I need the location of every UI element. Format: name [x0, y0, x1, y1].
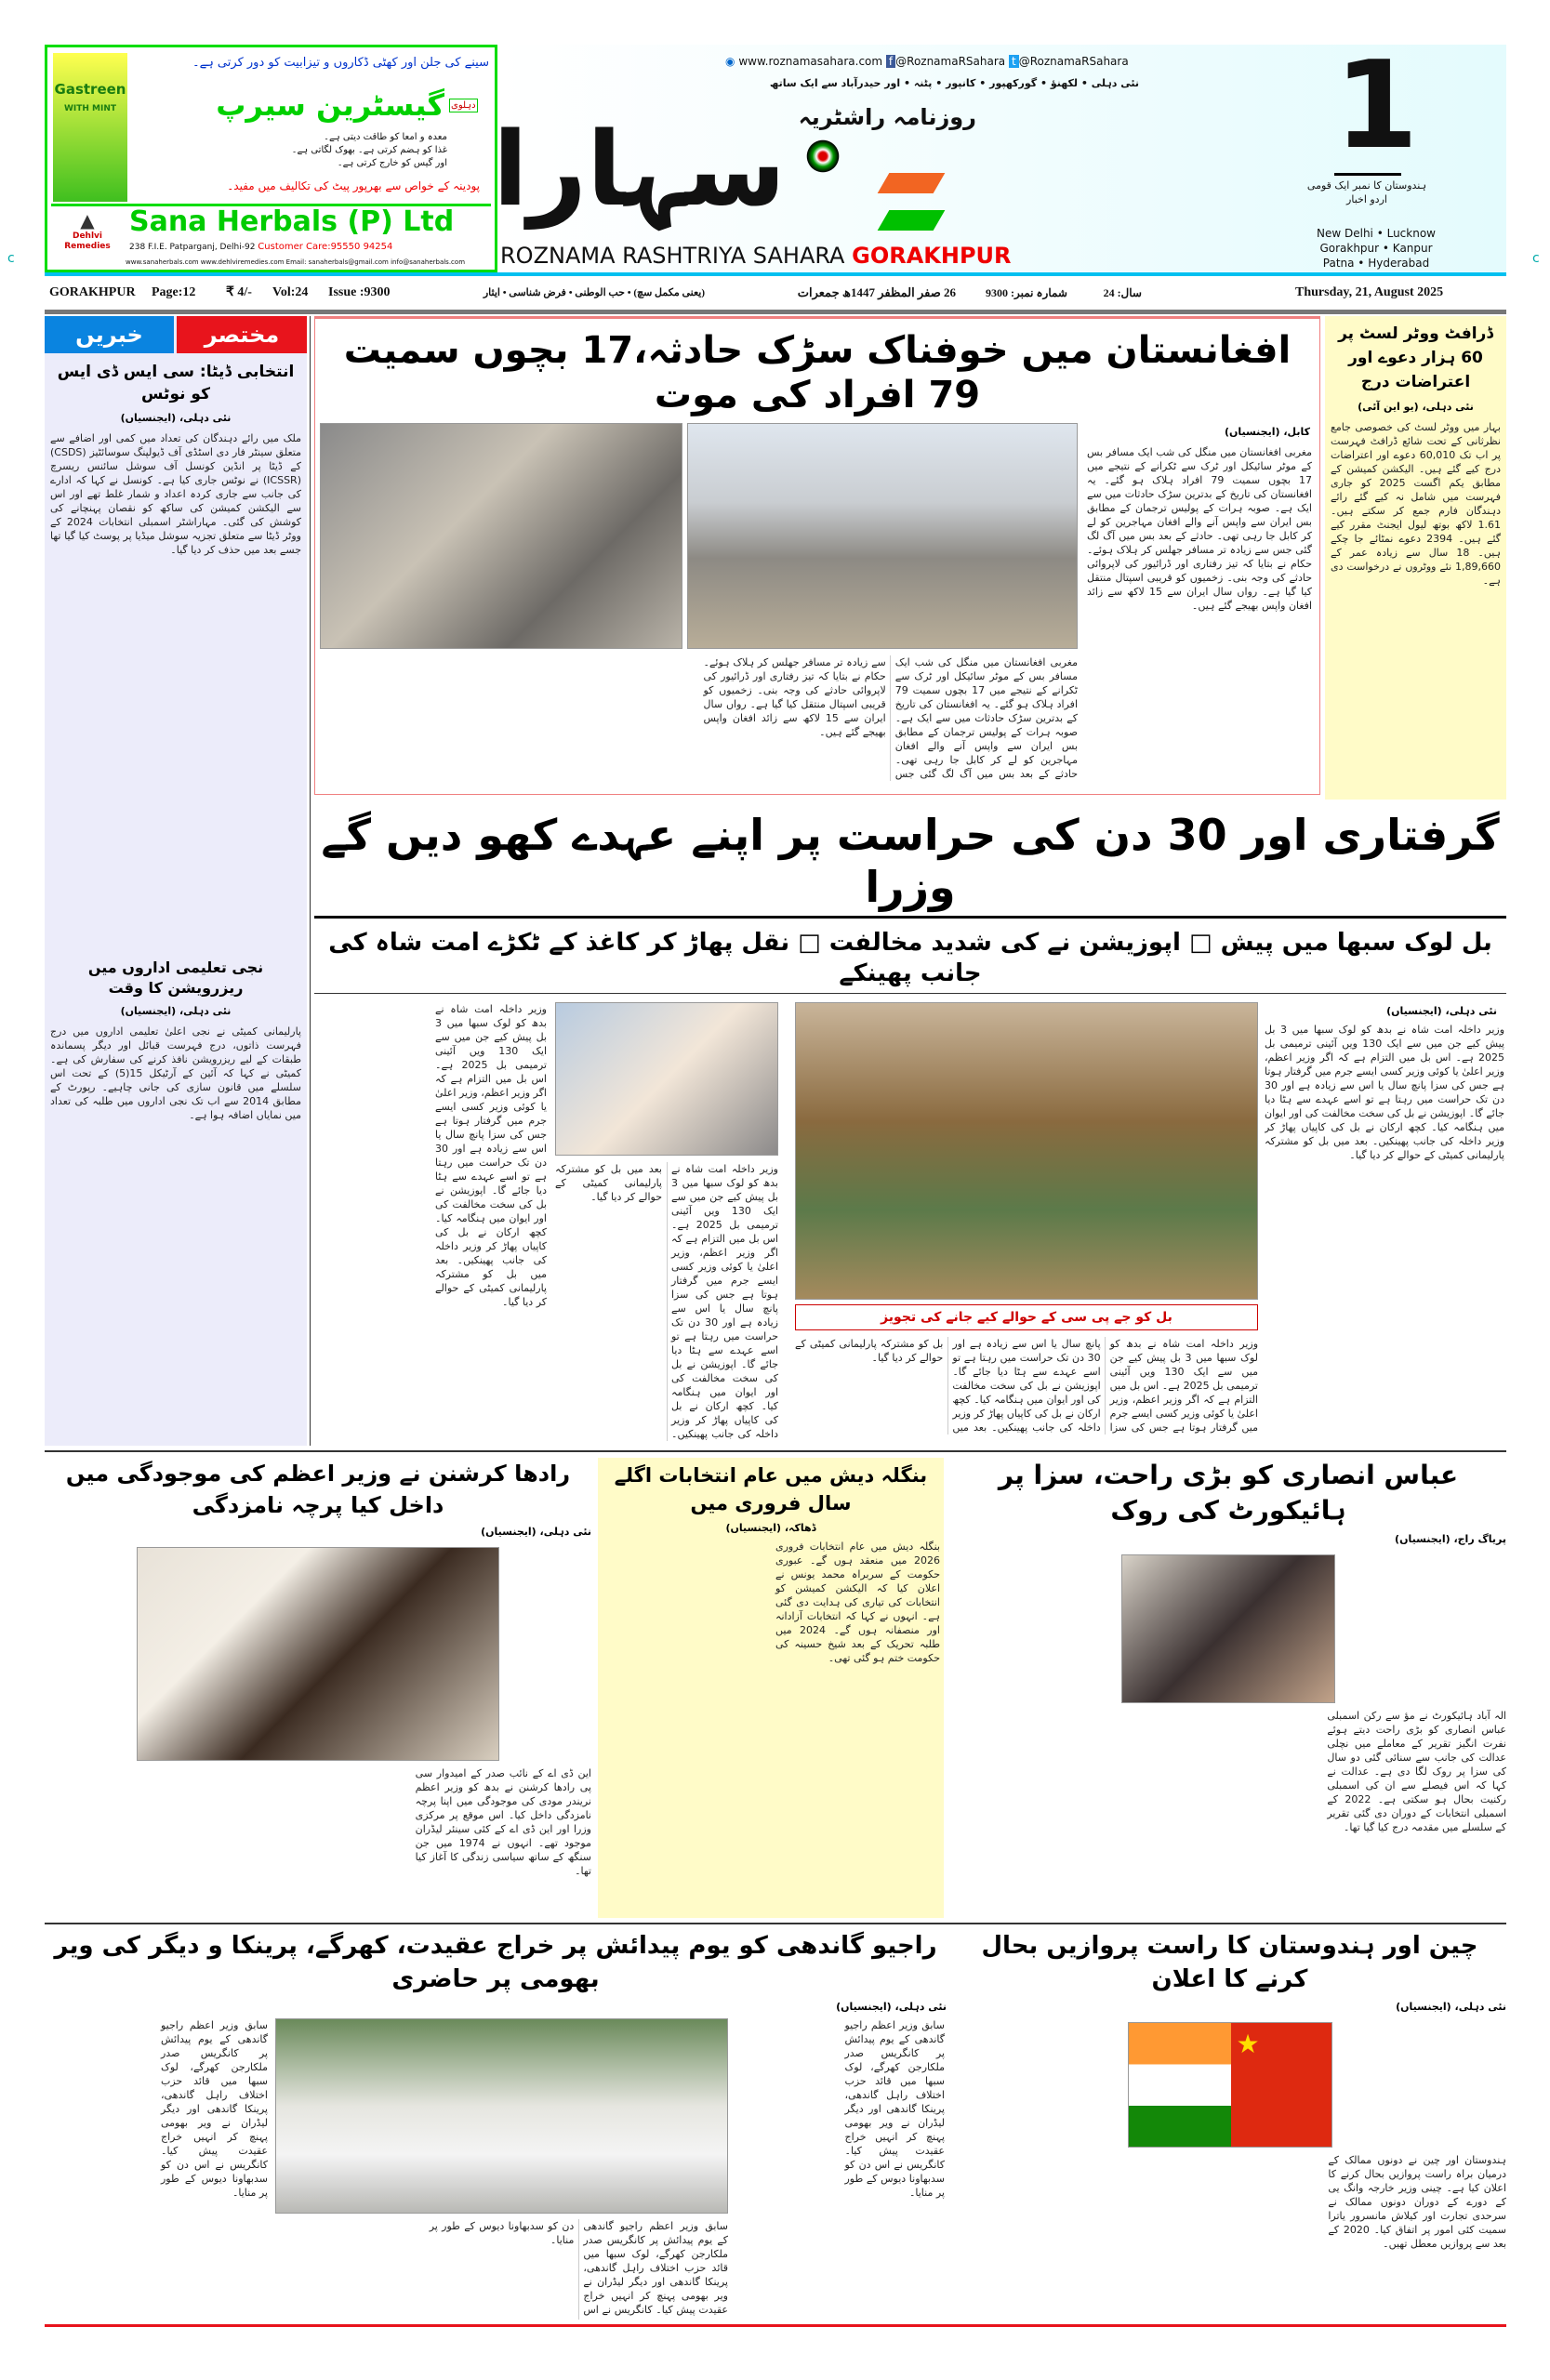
logo-urdu: سہارا — [493, 110, 786, 229]
story-dateline: نئی دہلی، (ایجنسیاں) — [836, 2001, 947, 2013]
editions-list — [1316, 226, 1437, 271]
sun-emblem — [804, 138, 841, 175]
number-one-tagline: ہندوستان کا نمبر ایک قومی اردو اخبار — [1306, 179, 1427, 205]
story-body: سابق وزیر اعظم راجیو گاندھی کے یوم پیدائش پر کانگریس صدر ملکارجن کھرگے، لوک سبھا میں قائد حزب اختلاف راہل گاندھی، پرینکا گاندھی اور دیگر لیڈران نے ویر بھومی پہنچ کر انہیں خراج عقیدت پیش کیا۔ کانگریس نے اس دن کو سدبھاونا دیوس کے طور پر منایا۔ — [161, 2019, 268, 2199]
lead-body-continued: مغربی افغانستان میں منگل کی شب ایک مسافر بس کے موٹر سائیکل اور ٹرک سے ٹکرانے کے نتیجے میں 17 بچوں سمیت 79 افراد ہلاک ہو گئے۔ یہ افغانستان کی تاریخ کے بدترین سڑک حادثات میں سے ایک ہے۔ صوبہ ہرات کے پولیس ترجمان کے مطابق بس ایران سے واپس آنے والے افغان مہاجرین کو لے کر کابل جا رہی تھی۔ حادثے کے بعد بس میں آگ لگ گئی جس سے زیادہ تر مسافر جھلس کر ہلاک ہوئے۔ حکام نے بتایا کہ تیز رفتاری اور ڈرائیور کی لاپروائی حادثے کی وجہ بنی۔ زخمیوں کو قریبی اسپتال منتقل کیا گیا ہے۔ رواں سال ایران سے 15 لاکھ سے زائد افغان واپس بھیجے گئے ہیں۔ — [703, 656, 1078, 780]
brief-tab-khabrein: خبریں — [45, 316, 174, 353]
story-body: ہندوستان اور چین نے دونوں ممالک کے درمیان براہ راست پروازیں بحال کرنے کا اعلان کیا ہے۔ چینی وزیر خارجہ وانگ یی کے دورے کے دوران دونوں ممالک نے سرحدی تجارت اور کیلاش مانسرور یاترا سمیت کئی امور پر اتفاق کیا۔ 2020 کے بعد سے پروازیں معطل تھیں۔ — [1328, 2154, 1506, 2250]
website-link[interactable]: www.roznamasahara.com — [738, 55, 883, 68]
price: ₹ 4/- — [226, 285, 252, 299]
brief-item — [50, 361, 301, 933]
story-dateline: نئی دہلی، (ایجنسیاں) — [481, 1526, 591, 1538]
advertisement[interactable] — [45, 45, 497, 272]
story-headline: رادھا کرشنن نے وزیر اعظم کی موجودگی میں داخل کیا پرچہ نامزدگی — [65, 1461, 571, 1518]
voter-list-body: بہار میں ووٹر لسٹ کی خصوصی جامع نظرثانی کے تحت شائع ڈرافٹ فہرست پر اب تک 60,010 دعوے اور اعتراضات درج کیے گئے ہیں۔ الیکشن کمیشن کے مطابق یکم اگست 2025 کو جاری فہرست میں شامل نہ کیے گئے رائے دہندگان فارم جمع کر سکتے ہیں۔ 1.61 لاکھ بوتھ لیول ایجنٹ مقرر کیے گئے ہیں۔ 2394 دعوے نمٹائے جا چکے ہیں۔ 18 سال سے زیادہ عمر کے 1,89,660 نئے ووٹروں نے درخواست دی ہے۔ — [1331, 421, 1501, 587]
story-abbas-ansari[interactable] — [950, 1458, 1506, 1918]
company-name: Sana Herbals (P) Ltd — [129, 205, 455, 238]
ad-product-name: گیسٹرین سیرپ — [216, 87, 444, 123]
facebook-icon: f — [886, 55, 895, 68]
brand-tag: دہلوی — [451, 100, 476, 111]
brief-dateline: نئی دہلی، (ایجنسیاں) — [120, 1005, 232, 1017]
story-bangladesh[interactable] — [598, 1458, 944, 1918]
ad-benefits — [131, 131, 447, 170]
brief-body: پارلیمانی کمیٹی نے نجی اعلیٰ تعلیمی اداروں میں درج فہرست ذاتوں، درج فہرست قبائل اور دیگر پسماندہ طبقات کے لیے ریزرویشن نافذ کرنے کی سفارش کی ہے۔ کمیٹی نے کہا کہ آئین کے آرٹیکل 15(5) کے تحت اس سلسلے میں قانون سازی کی جانی چاہیے۔ رپورٹ کے مطابق 2014 سے اب تک نجی اداروں میں طلبہ کی تعداد میں نمایاں اضافہ ہوا ہے۔ — [50, 1025, 301, 1121]
maker-name: Dehlvi Remedies — [64, 231, 111, 251]
twitter-icon: t — [1009, 55, 1019, 68]
ad-web: www.sanaherbals.com www.dehlviremedies.com Email: sanaherbals@gmail.com info@sanaherbals.com — [126, 258, 466, 266]
english-title-line — [500, 242, 1012, 270]
publication-date: Thursday, 21, August 2025 — [1295, 285, 1444, 299]
rajiv-story-content — [45, 2018, 947, 2320]
address-line — [129, 241, 392, 254]
story-rajiv-gandhi[interactable] — [45, 1929, 947, 2320]
story-dateline: پریاگ راج، (ایجنسیاں) — [1395, 1533, 1506, 1545]
brief-news-column — [45, 316, 307, 1446]
english-title: ROZNAMA RASHTRIYA SAHARA — [500, 243, 845, 269]
lead-story[interactable] — [314, 316, 1320, 795]
photo-abbas-ansari — [1121, 1554, 1335, 1703]
brief-dateline: نئی دہلی، (ایجنسیاں) — [120, 412, 232, 424]
edition-item: Patna • Hyderabad — [1322, 257, 1430, 270]
volume: Vol:24 — [272, 285, 309, 299]
masthead — [493, 34, 1506, 272]
flag-stripe-saffron — [878, 173, 946, 193]
banner-body-col: وزیر داخلہ امت شاہ نے بدھ کو لوک سبھا میں 3 بل پیش کیے جن میں سے ایک 130 ویں آئینی ترمیمی بل 2025 ہے۔ اس بل میں التزام ہے کہ اگر وزیر اعظم، وزیر اعلیٰ یا کوئی وزیر کسی ایسے جرم میں گرفتار ہوتا ہے جس کی سزا پانچ سال یا اس سے زیادہ ہے اور 30 دن تک حراست میں رہتا ہے تو اسے عہدے سے ہٹا دیا جائے گا۔ اپوزیشن نے بل کی سخت مخالفت کی اور ایوان میں ہنگامہ کیا۔ کچھ ارکان نے بل کی کاپیاں پھاڑ کر وزیر داخلہ کی جانب پھینکیں۔ بعد میں بل کو مشترکہ پارلیمانی کمیٹی کے حوالے کر دیا گیا۔ — [555, 1163, 778, 1440]
star-icon: ★ — [1231, 2023, 1332, 2148]
voter-list-story[interactable] — [1325, 316, 1506, 800]
facebook-handle[interactable]: @RoznamaRSahara — [895, 55, 1006, 68]
benefit: غذا کو ہضم کرتی ہے۔ بھوک لگاتی ہے۔ — [291, 145, 447, 155]
story-headline: چین اور ہندوستان کا راست پروازیں بحال کرنے کا اعلان — [981, 1932, 1478, 1993]
story-china-india[interactable] — [953, 1929, 1506, 2320]
photo-lok-sabha — [795, 1002, 1258, 1300]
hijri-date: 26 صفر المظفر 1447ھ جمعرات — [797, 285, 956, 299]
jpc-inset — [795, 1304, 1258, 1330]
web-icon: ◉ — [725, 55, 735, 68]
lead-dateline: کابل، (ایجنسیاں) — [1224, 426, 1310, 438]
registration-mark: c — [7, 251, 15, 266]
edition-item: Gorakhpur • Kanpur — [1319, 242, 1433, 255]
lead-headline: افغانستان میں خوفناک سڑک حادثہ،17 بچوں سمیت 79 افراد کی موت — [343, 329, 1292, 416]
banner-dateline: نئی دہلی، (ایجنسیاں) — [1386, 1005, 1497, 1017]
brief-item — [50, 958, 301, 1443]
jpc-inset-title: بل کو جے پی سی کے حوالے کیے جانے کی تجویز — [881, 1310, 1172, 1325]
product-box — [53, 53, 127, 202]
story-dateline: نئی دہلی، (ایجنسیاں) — [1396, 2001, 1506, 2013]
banner-subhead: بل لوک سبھا میں پیش □ اپوزیشن نے کی شدید مخالفت □ نقل پھاڑ کر کاغذ کے ٹکڑے امت شاہ کی جانب پھینکے — [328, 929, 1492, 987]
ad-footer: پودینہ کے خواص سے بھرپور پیٹ کی تکالیف میں مفید۔ — [227, 179, 480, 192]
brief-tab-mukhtasar: مختصر — [177, 316, 307, 353]
number-one: 1 — [1334, 34, 1419, 176]
motto: (یعنی مکمل سچ) • حب الوطنی • فرض شناسی • ایثار — [483, 287, 705, 298]
photo-india-china-flags — [1128, 2022, 1332, 2148]
maker-logo: ▲ Dehlvi Remedies — [64, 209, 111, 251]
flag-stripe-green — [878, 210, 946, 231]
product-box-name: Gastreen — [54, 81, 126, 98]
banner-body: وزیر داخلہ امت شاہ نے بدھ کو لوک سبھا میں 3 بل پیش کیے جن میں سے ایک 130 ویں آئینی ترمیمی بل 2025 ہے۔ اس بل میں التزام ہے کہ اگر وزیر اعظم، وزیر اعلیٰ یا کوئی وزیر کسی ایسے جرم میں گرفتار ہوتا ہے جس کی سزا پانچ سال یا اس سے زیادہ ہے اور 30 دن تک حراست میں رہتا ہے تو اسے عہدے سے ہٹا دیا جائے گا۔ اپوزیشن نے بل کی سخت مخالفت کی اور ایوان میں ہنگامہ کیا۔ کچھ ارکان نے بل کی کاپیاں پھاڑ کر وزیر داخلہ کی جانب پھینکیں۔ بعد میں بل کو مشترکہ پارلیمانی کمیٹی کے حوالے کر دیا گیا۔ — [1265, 1024, 1504, 1161]
voter-list-dateline: نئی دہلی، (یو این آئی) — [1358, 401, 1474, 413]
address: 238 F.I.E. Patparganj, Delhi-92 — [129, 243, 256, 252]
voter-list-headline: ڈرافٹ ووٹر لسٹ پر 60 ہزار دعوے اور اعتراضات درج — [1338, 324, 1493, 391]
photo-rajiv-gandhi-tribute — [275, 2018, 728, 2214]
benefit: اور گیس کو خارج کرتی ہے۔ — [337, 158, 447, 168]
social-links — [725, 54, 1129, 69]
banner-body-continued: وزیر داخلہ امت شاہ نے بدھ کو لوک سبھا میں 3 بل پیش کیے جن میں سے ایک 130 ویں آئینی ترمیمی بل 2025 ہے۔ اس بل میں التزام ہے کہ اگر وزیر اعظم، وزیر اعلیٰ یا کوئی وزیر کسی ایسے جرم میں گرفتار ہوتا ہے جس کی سزا پانچ سال یا اس سے زیادہ ہے اور 30 دن تک حراست میں رہتا ہے تو اسے عہدے سے ہٹا دیا جائے گا۔ اپوزیشن نے بل کی سخت مخالفت کی اور ایوان میں ہنگامہ کیا۔ کچھ ارکان نے بل کی کاپیاں پھاڑ کر وزیر داخلہ کی جانب پھینکیں۔ بعد میں بل کو مشترکہ پارلیمانی کمیٹی کے حوالے کر دیا گیا۔ — [795, 1338, 1258, 1434]
story-radhakrishnan[interactable] — [45, 1458, 591, 1918]
benefit: معدہ و امعا کو طاقت دیتی ہے۔ — [324, 132, 447, 142]
ad-tagline: سینے کی جلن اور کھٹی ڈکاروں و تیزابیت کو دور کرتی ہے۔ — [192, 56, 489, 70]
lead-photo-crashed-bus — [687, 423, 1078, 649]
story-headline: بنگلہ دیش میں عام انتخابات اگلے سال فروری میں — [614, 1464, 928, 1514]
story-body: بنگلہ دیش میں عام انتخابات فروری 2026 میں منعقد ہوں گے۔ عبوری حکومت کے سربراہ محمد یونس نے اعلان کیا کہ الیکشن کمیشن کو انتخابات کی تیاری کی ہدایت دی گئی ہے۔ انہوں نے کہا کہ انتخابات آزادانہ اور منصفانہ ہوں گے۔ 2024 میں طلبہ تحریک کے بعد شیخ حسینہ کی حکومت ختم ہو گئی تھی۔ — [775, 1540, 940, 1664]
story-body: این ڈی اے کے نائب صدر کے امیدوار سی پی رادھا کرشنن نے بدھ کو وزیر اعظم نریندر مودی کی موجودگی میں اپنا پرچہ نامزدگی داخل کیا۔ اس موقع پر مرکزی وزرا اور این ڈی اے کے کئی سینئر لیڈران موجود تھے۔ انہوں نے 1974 میں جن سنگھ کے ساتھ سیاسی زندگی کا آغاز کیا تھا۔ — [415, 1767, 591, 1877]
story-body: سابق وزیر اعظم راجیو گاندھی کے یوم پیدائش پر کانگریس صدر ملکارجن کھرگے، لوک سبھا میں قائد حزب اختلاف راہل گاندھی، پرینکا گاندھی اور دیگر لیڈران نے ویر بھومی پہنچ کر انہیں خراج عقیدت پیش کیا۔ کانگریس نے اس دن کو سدبھاونا دیوس کے طور پر منایا۔ — [429, 2220, 728, 2316]
twitter-handle[interactable]: @RoznamaRSahara — [1018, 55, 1129, 68]
product-sub: WITH MINT — [63, 104, 117, 113]
page-number: Page:12 — [152, 285, 196, 299]
edition-city: GORAKHPUR — [852, 243, 1012, 269]
story-body: سابق وزیر اعظم راجیو گاندھی کے یوم پیدائش پر کانگریس صدر ملکارجن کھرگے، لوک سبھا میں قائد حزب اختلاف راہل گاندھی، پرینکا گاندھی اور دیگر لیڈران نے ویر بھومی پہنچ کر انہیں خراج عقیدت پیش کیا۔ کانگریس نے اس دن کو سدبھاونا دیوس کے طور پر منایا۔ — [844, 2019, 945, 2199]
customer-care: Customer Care:95550 94254 — [258, 242, 393, 252]
lead-body: مغربی افغانستان میں منگل کی شب ایک مسافر بس کے موٹر سائیکل اور ٹرک سے ٹکرانے کے نتیجے میں 17 بچوں سمیت 79 افراد ہلاک ہو گئے۔ یہ افغانستان کی تاریخ کے بدترین سڑک حادثات میں سے ایک ہے۔ صوبہ ہرات کے پولیس ترجمان کے مطابق بس ایران سے واپس آنے والے افغان مہاجرین کو لے کر کابل جا رہی تھی۔ حادثے کے بعد بس میں آگ لگ گئی جس سے زیادہ تر مسافر جھلس کر ہلاک ہوئے۔ حکام نے بتایا کہ تیز رفتاری اور ڈرائیور کی لاپروائی حادثے کی وجہ بنی۔ زخمیوں کو قریبی اسپتال منتقل کیا گیا ہے۔ رواں سال ایران سے 15 لاکھ سے زائد افغان واپس بھیجے گئے ہیں۔ — [1087, 446, 1312, 612]
issue-urdu: شمارہ نمبر: 9300 — [986, 286, 1067, 299]
dateline-city: GORAKHPUR — [49, 285, 136, 299]
story-dateline: ڈھاکہ، (ایجنسیاں) — [725, 1522, 816, 1534]
banner-body-col: وزیر داخلہ امت شاہ نے بدھ کو لوک سبھا میں 3 بل پیش کیے جن میں سے ایک 130 ویں آئینی ترمیمی بل 2025 ہے۔ اس بل میں التزام ہے کہ اگر وزیر اعظم، وزیر اعلیٰ یا کوئی وزیر کسی ایسے جرم میں گرفتار ہوتا ہے جس کی سزا پانچ سال یا اس سے زیادہ ہے اور 30 دن تک حراست میں رہتا ہے تو اسے عہدے سے ہٹا دیا جائے گا۔ اپوزیشن نے بل کی سخت مخالفت کی اور ایوان میں ہنگامہ کیا۔ کچھ ارکان نے بل کی کاپیاں پھاڑ کر وزیر داخلہ کی جانب پھینکیں۔ بعد میں بل کو مشترکہ پارلیمانی کمیٹی کے حوالے کر دیا گیا۔ — [435, 1003, 547, 1308]
dateline-bar — [45, 279, 1506, 307]
rajiv-center — [275, 2018, 728, 2320]
brief-body: ملک میں رائے دہندگان کی تعداد میں کمی اور اضافے سے متعلق سینٹر فار دی اسٹڈی آف ڈیولپنگ سوسائٹیز (CSDS) کے ڈیٹا پر انڈین کونسل آف سوشل سائنس ریسرچ (ICSSR) نے نوٹس جاری کیا ہے۔ کونسل نے کہا کہ ادارے کی جانب سے جاری کردہ اعداد و شمار غلط تھے اور اس سے الیکشن کمیشن کی ساکھ کو نقصان پہنچانے کی کوشش کی گئی۔ مہاراشٹر اسمبلی انتخابات 2024 کے ووٹر ڈیٹا سے متعلق تجزیہ سوشل میڈیا پر پوسٹ کیا گیا تھا جسے بعد میں حذف کر دیا گیا۔ — [50, 432, 301, 556]
lead-photo-burnt-bus — [320, 423, 682, 649]
edition-item: New Delhi • Lucknow — [1317, 227, 1436, 240]
issue: Issue :9300 — [328, 285, 391, 299]
registration-mark: c — [1532, 251, 1540, 266]
photo-radhakrishnan-nomination — [137, 1547, 499, 1761]
story-body: الہ آباد ہائیکورٹ نے مؤ سے رکن اسمبلی عباس انصاری کو بڑی راحت دیتے ہوئے نفرت انگیز تقریر کے معاملے میں نچلی عدالت کی جانب سے سنائی گئی دو سال کی سزا پر روک لگا دی ہے۔ عدالت نے کہا کہ اس فیصلے سے ان کی اسمبلی رکنیت بحال ہو سکتی ہے۔ 2022 کے اسمبلی انتخابات کے دوران دی گئی تقریر کے سلسلے میں مقدمہ درج کیا گیا تھا۔ — [1327, 1710, 1506, 1833]
year-urdu: سال: 24 — [1103, 286, 1142, 299]
story-headline: عباس انصاری کو بڑی راحت، سزا پر ہائیکورٹ کی روک — [998, 1460, 1459, 1526]
banner-headline: گرفتاری اور 30 دن کی حراست پر اپنے عہدے کھو دیں گے وزرا — [321, 810, 1500, 912]
brief-title: نجی تعلیمی اداروں میں ریزرویشن کا وقت — [87, 959, 264, 997]
brief-title: انتخابی ڈیٹا: سی ایس ڈی ایس کو نوٹس — [57, 363, 295, 403]
pre-title: روزنامہ راشٹریہ — [798, 104, 976, 130]
story-headline: راجیو گاندھی کو یوم پیدائش پر خراج عقیدت، کھرگے، پرینکا و دیگر کی ویر بھومی پر حاضری — [54, 1932, 937, 1993]
editions-urdu: نئی دہلی • لکھنؤ • گورکھپور • کانپور • پٹنہ • اور حیدرآباد سے ایک ساتھ — [769, 77, 1139, 89]
photo-amit-shah — [555, 1002, 778, 1156]
